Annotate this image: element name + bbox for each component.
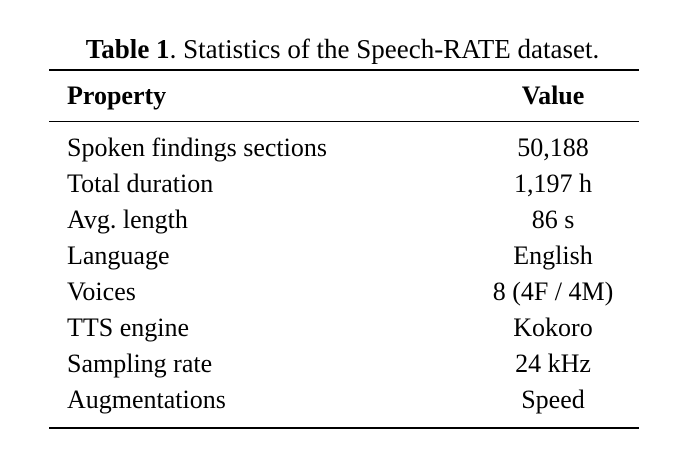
row-property: Language (67, 241, 170, 270)
row-value: 24 kHz (515, 349, 591, 378)
statistics-table (49, 69, 639, 429)
row-property: Sampling rate (67, 349, 213, 378)
table-row (49, 382, 639, 418)
table-row (49, 274, 639, 310)
table-row (49, 202, 639, 238)
table-row (49, 346, 639, 382)
table-caption-label: Table 1 (85, 34, 170, 64)
table-caption (0, 31, 685, 67)
row-property: Total duration (67, 169, 214, 198)
row-property: Avg. length (67, 205, 188, 234)
table-row (49, 130, 639, 166)
table-body (49, 122, 639, 427)
row-property: Voices (67, 277, 136, 306)
row-value: 1,197 h (514, 169, 592, 198)
row-value: 8 (4F / 4M) (492, 277, 614, 306)
row-value: 86 s (531, 205, 575, 234)
table-caption-text: . Statistics of the Speech-RATE dataset. (169, 34, 600, 64)
table-row (49, 238, 639, 274)
header-property: Property (67, 81, 167, 110)
table-header-row (49, 71, 639, 121)
row-property: TTS engine (67, 313, 190, 342)
table-bottom-rule (49, 427, 639, 429)
row-value: English (513, 241, 593, 270)
row-property: Augmentations (67, 385, 226, 414)
row-value: 50,188 (517, 133, 589, 162)
table-row (49, 310, 639, 346)
row-property: Spoken findings sections (67, 133, 327, 162)
row-value: Speed (521, 385, 585, 414)
header-value: Value (521, 81, 585, 110)
row-value: Kokoro (513, 313, 593, 342)
table-row (49, 166, 639, 202)
